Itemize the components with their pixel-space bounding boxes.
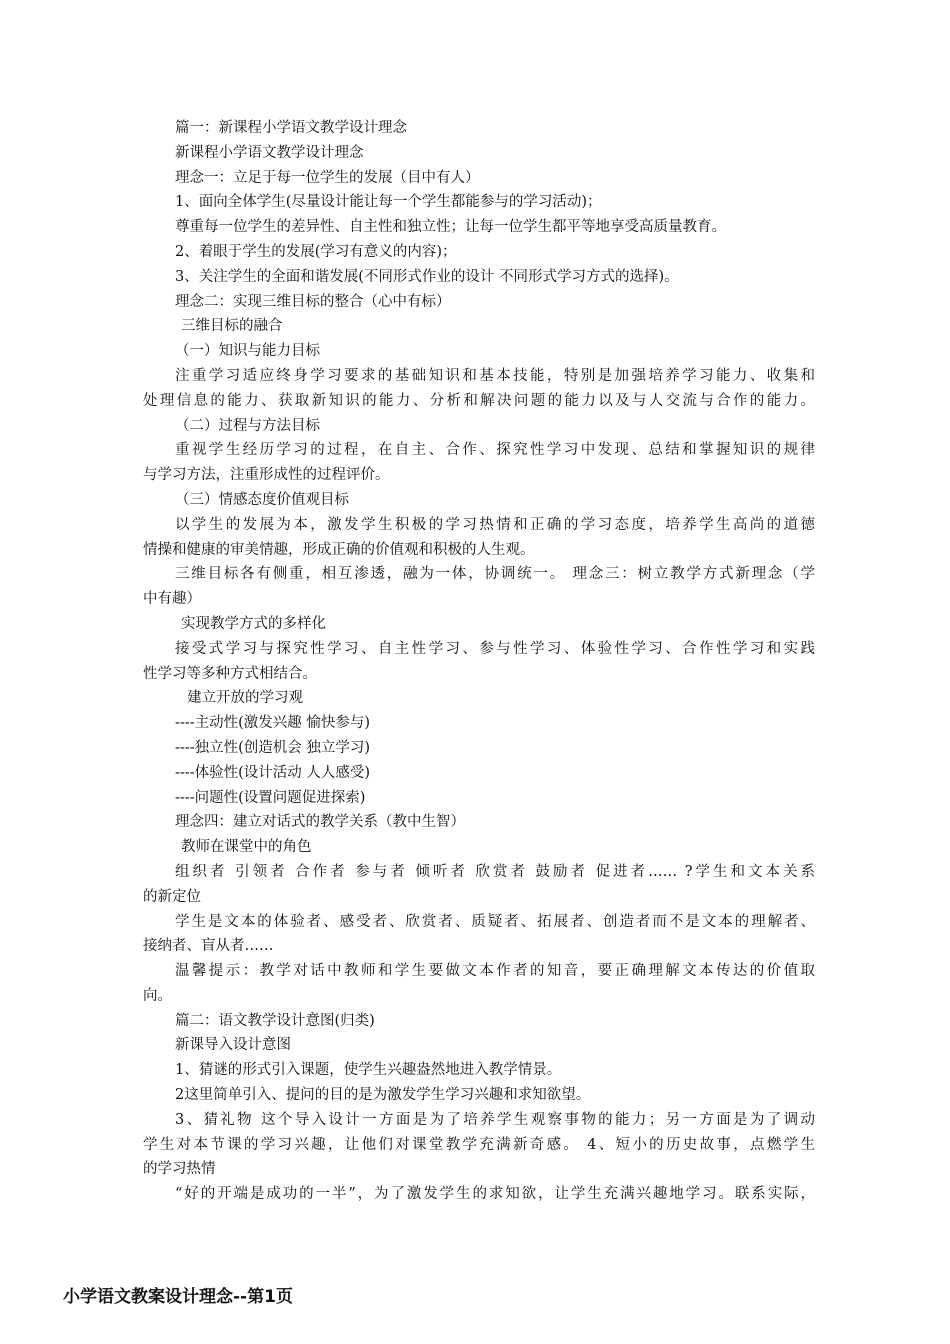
- text-line: 接纳者、盲从者……: [143, 938, 274, 955]
- text-line: 理念二：实现三维目标的整合（心中有标）: [175, 293, 451, 310]
- text-line: 的新定位: [143, 888, 201, 905]
- text-line: 新课程小学语文教学设计理念: [175, 144, 364, 161]
- text-line: 性学习等多种方式相结合。: [143, 665, 317, 682]
- text-line: 重视学生经历学习的过程，在自主、合作、探究性学习中发现、总结和掌握知识的规律: [175, 442, 815, 459]
- text-line: 情操和健康的审美情趣，形成正确的价值观和积极的人生观。: [143, 541, 535, 558]
- text-line: 与学习方法，注重形成性的过程评价。: [143, 467, 390, 484]
- text-line: 建立开放的学习观: [187, 690, 303, 707]
- text-line: ----问题性(设置问题促进探索): [175, 789, 366, 806]
- text-line: （二）过程与方法目标: [175, 417, 320, 434]
- text-line: 接受式学习与探究性学习、自主性学习、参与性学习、体验性学习、合作性学习和实践: [175, 640, 815, 657]
- text-line: 1、面向全体学生(尽量设计能让每一个学生都能参与的学习活动)；: [175, 194, 602, 211]
- text-line: 组织者 引领者 合作者 参与者 倾听者 欣赏者 鼓励者 促进者…… ?学生和文本关系: [175, 863, 815, 880]
- document-body: [143, 116, 815, 1207]
- text-line: 尊重每一位学生的差异性、自主性和独立性；让每一位学生都平等地享受高质量教育。: [175, 219, 726, 236]
- text-line: 实现教学方式的多样化: [181, 615, 326, 632]
- text-line: 向。: [143, 987, 172, 1004]
- text-line: 1、猜谜的形式引入课题，使学生兴趣盎然地进入教学情景。: [175, 1062, 562, 1079]
- text-line: 以学生的发展为本，激发学生积极的学习热情和正确的学习态度，培养学生高尚的道德: [175, 516, 815, 533]
- text-line: 学生对本节课的学习兴趣，让他们对课堂教学充满新奇感。 4、短小的历史故事，点燃学生: [143, 1136, 815, 1153]
- text-line: 学生是文本的体验者、感受者、欣赏者、质疑者、拓展者、创造者而不是文本的理解者、: [175, 913, 815, 930]
- text-line: 3、关注学生的全面和谐发展(不同形式作业的设计 不同形式学习方式的选择)。: [175, 268, 679, 285]
- text-line: ----体验性(设计活动 人人感受): [175, 764, 371, 781]
- text-line: 处理信息的能力、获取新知识的能力、分析和解决问题的能力以及与人交流与合作的能力。: [143, 392, 815, 409]
- text-line: 温馨提示：教学对话中教师和学生要做文本作者的知音，要正确理解文本传达的价值取: [175, 963, 815, 980]
- text-line: 2、着眼于学生的发展(学习有意义的内容)；: [175, 243, 457, 260]
- text-line: 理念一：立足于每一位学生的发展（目中有人）: [175, 169, 480, 186]
- text-line: 新课导入设计意图: [175, 1037, 291, 1054]
- page-footer: 小学语文教案设计理念--第1页: [63, 1287, 293, 1307]
- text-line: 三维目标各有侧重，相互渗透，融为一体，协调统一。 理念三：树立教学方式新理念（学: [175, 566, 815, 583]
- text-line: ----独立性(创造机会 独立学习): [175, 739, 371, 756]
- text-line: 中有趣）: [143, 591, 201, 608]
- text-line: 的学习热情: [143, 1161, 216, 1178]
- text-line: “好的开端是成功的一半”，为了激发学生的求知欲，让学生充满兴趣地学习。联系实际，: [175, 1186, 815, 1203]
- text-line: 注重学习适应终身学习要求的基础知识和基本技能，特别是加强培养学习能力、收集和: [175, 367, 815, 384]
- text-line: （一）知识与能力目标: [175, 343, 320, 360]
- text-line: 篇一：新课程小学语文教学设计理念: [175, 120, 407, 136]
- text-line: 理念四：建立对话式的教学关系（教中生智）: [175, 814, 465, 831]
- text-line: 篇二：语文教学设计意图(归类): [175, 1012, 375, 1029]
- text-line: ----主动性(激发兴趣 愉快参与): [175, 715, 371, 732]
- text-line: 3、猜礼物 这个导入设计一方面是为了培养学生观察事物的能力；另一方面是为了调动: [175, 1111, 815, 1128]
- text-line: 2这里简单引入、提问的目的是为激发学生学习兴趣和求知欲望。: [175, 1087, 591, 1104]
- text-line: 三维目标的融合: [181, 318, 283, 335]
- text-line: （三）情感态度价值观目标: [175, 491, 349, 508]
- text-line: 教师在课堂中的角色: [181, 839, 312, 856]
